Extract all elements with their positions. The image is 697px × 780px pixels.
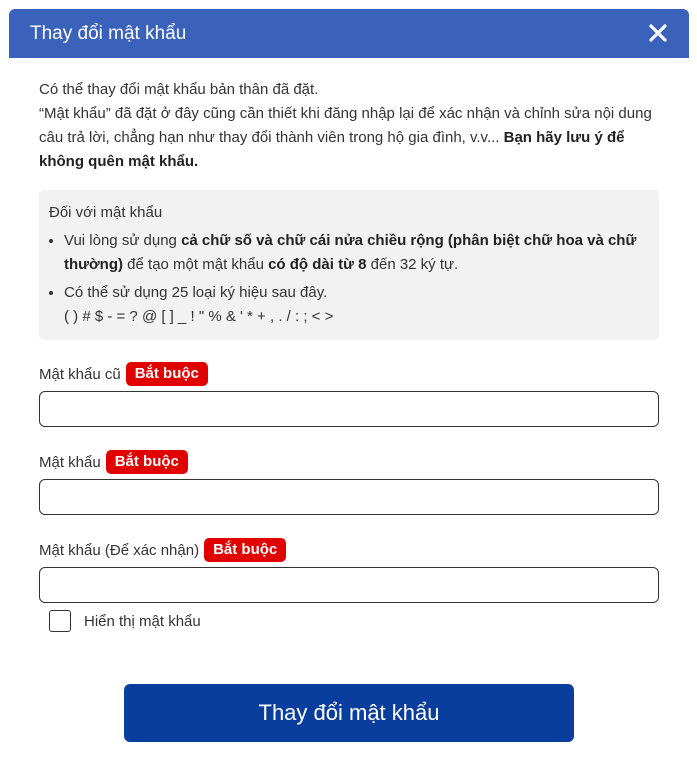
required-badge: Bắt buộc <box>106 450 188 474</box>
confirm-password-label: Mật khẩu (Để xác nhận) <box>39 541 200 559</box>
new-password-input[interactable] <box>39 479 659 515</box>
rules-title: Đối với mật khẩu <box>49 204 163 221</box>
password-rules-box <box>39 190 659 340</box>
required-badge: Bắt buộc <box>204 538 286 562</box>
show-password-checkbox[interactable] <box>49 610 71 632</box>
old-password-label: Mật khẩu cũ <box>39 365 121 383</box>
rule-text: Có thể sử dụng 25 loại ký hiệu sau đây. <box>64 284 328 301</box>
intro-line-1: Có thể thay đổi mật khẩu bản thân đã đặt. <box>39 81 319 98</box>
dialog-title: Thay đổi mật khẩu <box>30 23 187 44</box>
confirm-password-input[interactable] <box>39 567 659 603</box>
rule-text: để tạo một mật khẩu <box>123 256 269 273</box>
rule-text: đến 32 ký tự. <box>366 256 459 273</box>
rule-bold: có độ dài từ 8 <box>268 256 367 273</box>
change-password-button[interactable]: Thay đổi mật khẩu <box>124 684 574 742</box>
rule-item-symbols <box>64 281 647 329</box>
rule-text: Vui lòng sử dụng <box>64 232 182 249</box>
confirm-password-label-row <box>39 537 286 563</box>
show-password-label[interactable]: Hiển thị mật khẩu <box>84 612 201 630</box>
show-password-row[interactable] <box>49 610 201 632</box>
intro-warning: Bạn hãy lưu ý để không quên mật khẩu. <box>39 129 625 170</box>
old-password-label-row <box>39 361 208 387</box>
new-password-label: Mật khẩu <box>39 453 101 471</box>
rule-bold: cả chữ số và chữ cái nửa chiều rộng (phân biệt chữ hoa và chữ thường) <box>64 232 637 273</box>
dialog-header <box>9 9 689 58</box>
intro-text <box>39 78 659 174</box>
rule-item-length <box>64 229 647 277</box>
new-password-label-row <box>39 449 188 475</box>
rules-list <box>49 229 647 329</box>
intro-line-2 <box>39 102 659 174</box>
symbols-list: ( ) # $ - = ? @ [ ] _ ! " % & ' * + , . / : ; < > <box>64 308 334 325</box>
close-icon[interactable] <box>645 20 671 46</box>
required-badge: Bắt buộc <box>126 362 208 386</box>
old-password-input[interactable] <box>39 391 659 427</box>
intro-line-2-text: “Mật khẩu” đã đặt ở đây cũng cần thiết khi đăng nhập lại để xác nhận và chỉnh sửa nội dung câu trả lời, chẳng hạn như thay đổi thành viên trong hộ gia đình, v.v... <box>39 105 652 146</box>
